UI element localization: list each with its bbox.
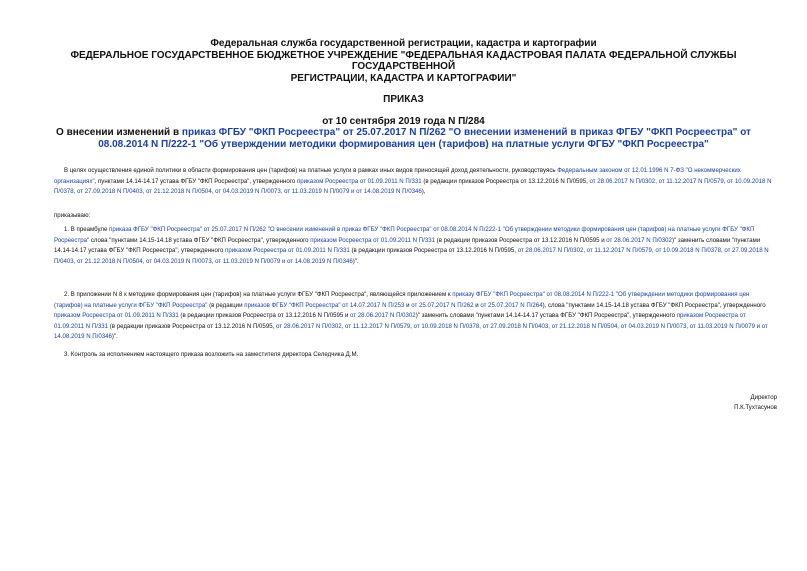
item-text: (в редакции приказов Росреестра от 13.12.2016 N П/0595, bbox=[108, 322, 276, 330]
rosreestr-amendments-link[interactable]: от 28.06.2017 N П/0302, от 11.12.2017 N П/0579, от 10.09.2018 N П/0378, от 27.09.2018 N П/0403, от 21.12.2018 N П/0504, от 04.03.2019 N П/0073, от 11.03.2019 N П/0079 и от 14.08.2019 N П/0346 bbox=[54, 322, 768, 340]
title-link[interactable]: приказ ФГБУ "ФКП Росреестра" от 25.07.2017 N П/262 "О внесении изменений в приказ ФГБУ "ФКП Росреестра" от 08.08.2014 N П/222-1 "Об утверждении методики формирования цен (тарифов) на платные услуги ФГБУ "ФКП Росреестра" bbox=[98, 127, 751, 150]
title-text: О внесении изменений в bbox=[56, 127, 182, 138]
rosreestr-amendments-link[interactable]: от 28.06.2017 N П/0302, от 11.12.2017 N П/0579, от 10.09.2018 N П/0378, от 27.09.2018 N П/0403, от 21.12.2018 N П/0504, от 04.03.2019 N П/0073, от 11.03.2019 N П/0079 и от 14.08.2019 N П/0346 bbox=[54, 177, 772, 195]
order-p222-1-link[interactable]: приказу ФГБУ "ФКП Росреестра" от 08.08.2014 N П/222-1 "Об утверждении методики формирования цен (тарифов) на платные услуги ФГБУ "ФКП Росреестра" bbox=[54, 291, 750, 309]
item-text: ), слова "пунктами 14.15-14.18 устава ФГБУ "ФКП Росреестра", утвержденного bbox=[542, 301, 766, 309]
order-item-3: 3. Контроль за исполнением настоящего приказа возложить на заместителя директора Селедчика Д.М. bbox=[64, 351, 359, 358]
order-p253-link[interactable]: приказов ФГБУ "ФКП Росреестра" от 14.07.2017 N П/253 bbox=[244, 301, 405, 309]
amendment-0302-link[interactable]: от 28.06.2017 N П/0302 bbox=[350, 312, 416, 319]
item-text: (в редакции приказов Росреестра от 13.12.2016 N П/0595 и bbox=[178, 312, 351, 319]
order-item-2 bbox=[54, 290, 774, 343]
order-p262-link[interactable]: от 25.07.2017 N П/262 bbox=[411, 301, 474, 309]
document-date: от 10 сентября 2019 года N П/284 bbox=[322, 115, 485, 127]
rosreestr-order-link[interactable]: приказом Росреестра от 01.09.2011 N П/331 bbox=[225, 247, 350, 254]
order-item-1 bbox=[54, 225, 774, 267]
rosreestr-order-link[interactable]: приказом Росреестра от 01.09.2011 N П/331 bbox=[54, 312, 179, 319]
item-text: слова "пунктами 14.15-14.18 устава ФГБУ "ФКП Росреестра", утвержденного bbox=[89, 236, 311, 244]
preamble-text: , пунктами 14.14-14.17 устава ФГБУ "ФКП Росреестра", утвержденного bbox=[94, 177, 297, 185]
signatory-name: П.К.Тухтасунов bbox=[734, 404, 777, 411]
preamble-text: В целях осуществления единой политики в области формирования цен (тарифов) на платные услуги в рамках иных видов приносящей доход деятельности, руководствуясь bbox=[64, 167, 558, 174]
order-word: приказываю: bbox=[54, 212, 91, 219]
item-text: (в редакции bbox=[207, 301, 245, 309]
federal-law-link[interactable]: Федеральным законом от 12.01.1996 N 7-ФЗ "О некоммерческих организациях" bbox=[54, 167, 741, 185]
item-text: )". bbox=[111, 333, 118, 340]
rosreestr-order-link[interactable]: приказом Росреестра от 01.09.2011 N П/331 bbox=[296, 177, 422, 185]
document-type: ПРИКАЗ bbox=[383, 94, 424, 105]
item-text: )" заменить словами "пунктами 14.14-14.17 устава ФГБУ "ФКП Росреестра", утвержденного bbox=[54, 236, 761, 254]
item-text: и bbox=[404, 301, 412, 309]
item-text: )" заменить словами "пунктами 14.14-14.17 устава ФГБУ "ФКП Росреестра", утвержденного bbox=[415, 312, 677, 319]
preamble-text: ), bbox=[421, 188, 426, 195]
item-text: и bbox=[473, 301, 481, 309]
item-text: (в редакции приказов Росреестра от 13.12.2016 N П/0595 и bbox=[434, 236, 607, 244]
item-text: (в редакции приказов Росреестра от 13.12.2016 N П/0595, bbox=[349, 247, 518, 254]
item-text: 1. В преамбуле bbox=[64, 226, 110, 233]
agency-name: Федеральная служба государственной регистрации, кадастра и картографии bbox=[210, 38, 597, 49]
signatory-position: Директор bbox=[750, 394, 777, 401]
document-title bbox=[30, 127, 777, 150]
item-text: )". bbox=[352, 257, 359, 265]
amendment-0302-link[interactable]: от 28.06.2017 N П/0302 bbox=[606, 236, 672, 244]
institution-name-line-1: ФЕДЕРАЛЬНОЕ ГОСУДАРСТВЕННОЕ БЮДЖЕТНОЕ УЧРЕЖДЕНИЕ "ФЕДЕРАЛЬНАЯ КАДАСТРОВАЯ ПАЛАТА ФЕДЕРАЛЬНОЙ СЛУЖБЫ ГОСУДАРСТВЕННОЙ bbox=[70, 49, 737, 72]
order-p262-link[interactable]: приказа ФГБУ "ФКП Росреестра" от 25.07.2017 N П/262 "О внесении изменений в приказ ФГБУ "ФКП Росреестра" от 08.08.2014 N П/222-1 "Об утверждении методики формирования цен (тарифов) на платные услуги ФГБУ "ФКП Росреестра" bbox=[54, 226, 755, 244]
order-p264-link[interactable]: от 25.07.2017 N П/264 bbox=[480, 301, 543, 309]
rosreestr-amendments-link[interactable]: от 28.06.2017 N П/0302, от 11.12.2017 N П/0579, от 10.09.2018 N П/0378, от 27.09.2018 N П/0403, от 21.12.2018 N П/0504, от 04.03.2019 N П/0073, от 11.03.2019 N П/0079 и от 14.08.2019 N П/0346 bbox=[54, 247, 769, 265]
rosreestr-order-link[interactable]: приказом Росреестра от 01.09.2011 N П/331 bbox=[54, 312, 746, 330]
preamble-paragraph bbox=[54, 166, 774, 198]
preamble-text: (в редакции приказов Росреестра от 13.12.2016 N П/0595, bbox=[421, 177, 590, 185]
document-header bbox=[30, 38, 777, 127]
rosreestr-order-link[interactable]: приказом Росреестра от 01.09.2011 N П/331 bbox=[310, 236, 435, 244]
institution-name-line-2: РЕГИСТРАЦИИ, КАДАСТРА И КАРТОГРАФИИ" bbox=[290, 72, 517, 84]
item-text: 2. В приложении N 8 к методике формирования цен (тарифов) на платные услуги ФГБУ "ФКП Росреестра", являющейся приложением к bbox=[64, 291, 453, 298]
